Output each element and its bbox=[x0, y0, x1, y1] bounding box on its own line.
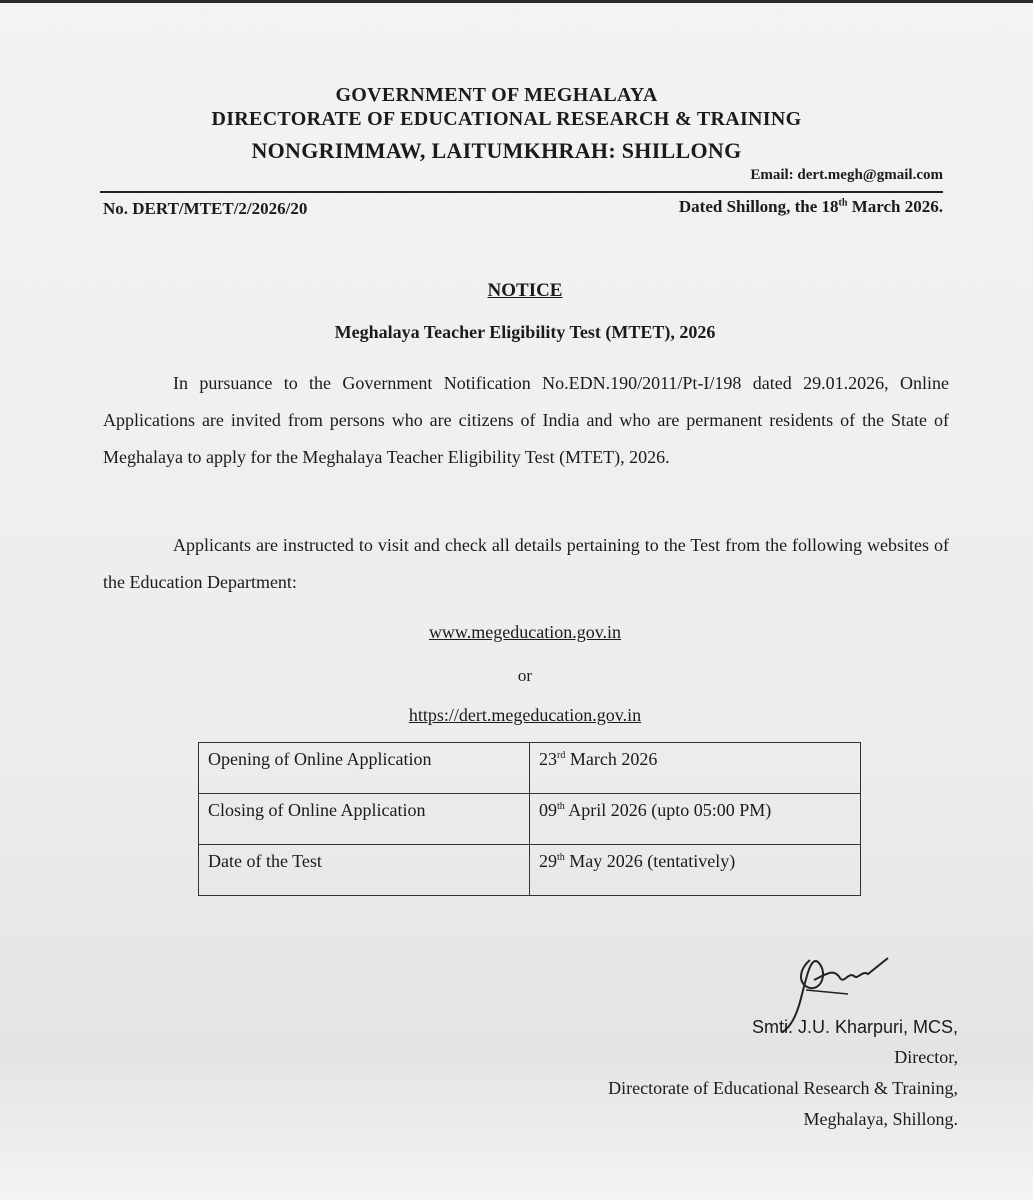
schedule-table bbox=[198, 742, 861, 896]
schedule-date: 23rd March 2026 bbox=[530, 743, 861, 794]
signatory-designation: Director, bbox=[894, 1047, 958, 1067]
schedule-date: 29th May 2026 (tentatively) bbox=[530, 845, 861, 896]
header-directorate: DIRECTORATE OF EDUCATIONAL RESEARCH & TRAINING bbox=[211, 108, 802, 130]
date-prefix: Dated Shillong, the 18 bbox=[678, 197, 839, 216]
table-row bbox=[199, 743, 861, 794]
header-government: GOVERNMENT OF MEGHALAYA bbox=[335, 84, 658, 106]
notice-heading: NOTICE bbox=[487, 280, 563, 301]
signatory-place: Meghalaya, Shillong. bbox=[803, 1109, 958, 1129]
header-address: NONGRIMMAW, LAITUMKHRAH: SHILLONG bbox=[251, 138, 742, 163]
signatory-organisation: Directorate of Educational Research & Training, bbox=[608, 1078, 958, 1098]
header-divider bbox=[100, 191, 943, 193]
paragraph-instructions: Applicants are instructed to visit and check all details pertaining to the Test from the following websites of the Education Department: bbox=[103, 535, 949, 592]
date-line bbox=[679, 197, 943, 217]
notice-subject: Meghalaya Teacher Eligibility Test (MTET), 2026 bbox=[334, 322, 716, 342]
signatory-name: Smti. J.U. Kharpuri, MCS, bbox=[751, 1017, 958, 1037]
reference-number: No. DERT/MTET/2/2026/20 bbox=[103, 199, 308, 218]
schedule-label: Date of the Test bbox=[199, 845, 530, 896]
paragraph-invitation: In pursuance to the Government Notification No.EDN.190/2011/Pt-I/198 dated 29.01.2026, Online Applications are invited from persons who are citizens of India and who are permanent residents of the State of Meghalaya to apply for the Meghalaya Teacher Eligibility Test (MTET), 2026. bbox=[103, 373, 949, 467]
date-superscript: th bbox=[838, 197, 848, 209]
or-separator: or bbox=[517, 666, 533, 685]
website-link-megeducation[interactable]: www.megeducation.gov.in bbox=[428, 622, 622, 642]
website-link-dert[interactable]: https://dert.megeducation.gov.in bbox=[408, 705, 642, 725]
table-row bbox=[199, 845, 861, 896]
header-email: Email: dert.megh@gmail.com bbox=[750, 167, 943, 183]
schedule-label: Closing of Online Application bbox=[199, 794, 530, 845]
table-row bbox=[199, 794, 861, 845]
schedule-label: Opening of Online Application bbox=[199, 743, 530, 794]
date-suffix: March 2026. bbox=[847, 197, 943, 216]
schedule-date: 09th April 2026 (upto 05:00 PM) bbox=[530, 794, 861, 845]
